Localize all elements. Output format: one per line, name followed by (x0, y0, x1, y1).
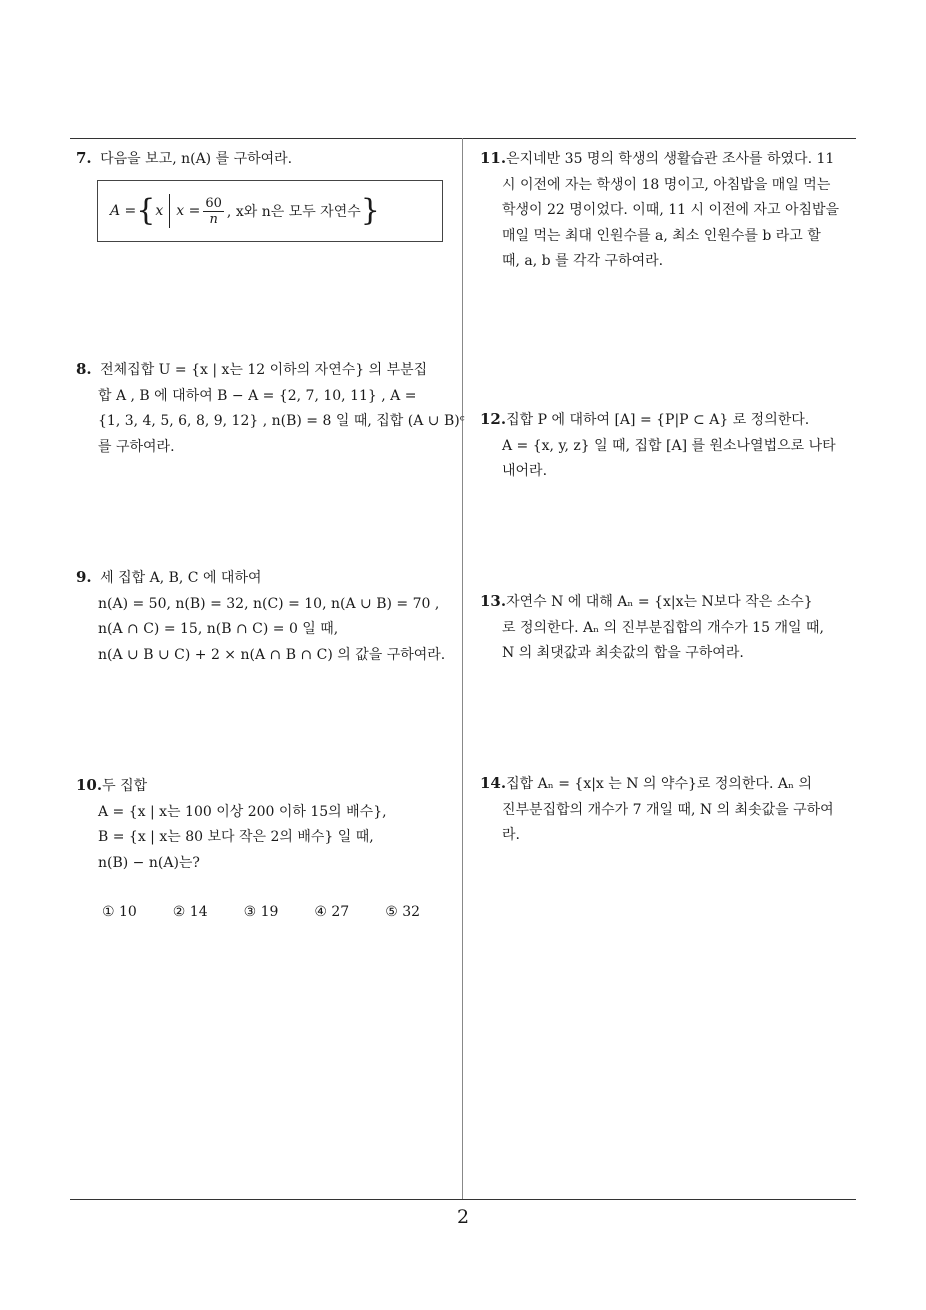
fraction-numerator: 60 (205, 195, 222, 211)
problem-line: A = {x, y, z} 일 때, 집합 [A] 를 원소나열법으로 나타 (502, 437, 836, 454)
problem-line: 를 구하여라. (98, 438, 175, 455)
problem-7 (76, 146, 452, 173)
problem-line: n(B) − n(A)는? (98, 854, 200, 871)
problem-line: 전체집합 U = {x | x는 12 이하의 자연수} 의 부분집 (100, 362, 428, 378)
problem-line: 자연수 N 에 대해 Aₙ = {x|x는 N보다 작은 소수} (506, 594, 813, 610)
problem-line: N 의 최댓값과 최솟값의 합을 구하여라. (502, 645, 744, 661)
problem-line: 로 정의한다. Aₙ 의 진부분집합의 개수가 15 개일 때, (502, 619, 824, 636)
choice-4[interactable]: ④ 27 (314, 904, 350, 920)
problem-line: 세 집합 A, B, C 에 대하여 (100, 570, 262, 586)
problem-line: 합 A , B 에 대하여 B − A = {2, 7, 10, 11} , A = (98, 387, 417, 404)
problem-line: 진부분집합의 개수가 7 개일 때, N 의 최솟값을 구하여 (502, 801, 834, 818)
choice-3[interactable]: ③ 19 (243, 904, 279, 920)
fraction-denominator: n (209, 211, 218, 227)
problem-line: 라. (502, 827, 520, 843)
box-var: x (155, 203, 164, 219)
problem-line: n(A ∪ B ∪ C) + 2 × n(A ∩ B ∩ C) 의 값을 구하여라. (98, 646, 446, 663)
problem-11 (480, 146, 860, 275)
problem-number: 10. (76, 776, 103, 794)
problem-line: n(A) = 50, n(B) = 32, n(C) = 10, n(A ∪ B) = 70 , (98, 595, 440, 612)
problem-number: 8. (76, 360, 92, 378)
problem-number: 14. (480, 774, 507, 792)
box-x-eq: x = (176, 203, 201, 219)
such-that-bar (169, 194, 170, 228)
set-definition-box (97, 180, 443, 242)
problem-10 (76, 773, 456, 926)
problem-line: A = {x | x는 100 이상 200 이하 15의 배수}, (98, 803, 387, 820)
problem-number: 12. (480, 410, 507, 428)
problem-line: 때, a, b 를 각각 구하여라. (502, 253, 664, 269)
problem-13 (480, 589, 860, 667)
problem-line: 시 이전에 자는 학생이 18 명이고, 아침밥을 매일 먹는 (502, 176, 831, 193)
problem-8 (76, 357, 465, 460)
problem-number: 11. (480, 149, 507, 167)
problem-14 (480, 771, 860, 849)
problem-line: {1, 3, 4, 5, 6, 8, 9, 12} , n(B) = 8 일 때, 집합 (A ∪ B)ᶜ (98, 413, 465, 429)
problem-number: 9. (76, 568, 92, 586)
bottom-rule (70, 1199, 856, 1200)
choice-2[interactable]: ② 14 (172, 904, 208, 920)
problem-line: B = {x | x는 80 보다 작은 2의 배수} 일 때, (98, 829, 374, 845)
choice-5[interactable]: ⑤ 32 (385, 904, 421, 920)
problem-line: 두 집합 (102, 778, 148, 794)
top-rule (70, 138, 856, 139)
box-condition: , x와 n은 모두 자연수 (226, 204, 361, 220)
box-lhs: A = (110, 203, 137, 219)
problem-line: 은지네반 35 명의 학생의 생활습관 조사를 하였다. 11 (506, 151, 835, 167)
column-divider (462, 138, 463, 1200)
problem-12 (480, 407, 860, 485)
problem-line: 학생이 22 명이었다. 이때, 11 시 이전에 자고 아침밥을 (502, 202, 840, 218)
choice-1[interactable]: ① 10 (102, 904, 137, 920)
fraction (203, 196, 224, 227)
problem-line: 집합 Aₙ = {x|x 는 N 의 약수}로 정의한다. Aₙ 의 (506, 776, 812, 792)
problem-line: 집합 P 에 대하여 [A] = {P|P ⊂ A} 로 정의한다. (506, 412, 810, 428)
problem-number: 7. (76, 149, 92, 167)
problem-number: 13. (480, 592, 507, 610)
problem-line: 내어라. (502, 463, 548, 479)
left-brace: { (136, 193, 156, 228)
right-brace: } (360, 193, 380, 228)
answer-choices (76, 900, 456, 926)
problem-text: 다음을 보고, n(A) 를 구하여라. (100, 151, 293, 167)
problem-9 (76, 565, 456, 668)
problem-line: 매일 먹는 최대 인원수를 a, 최소 인원수를 b 라고 할 (502, 227, 821, 244)
page-number: 2 (456, 1206, 470, 1228)
problem-line: n(A ∩ C) = 15, n(B ∩ C) = 0 일 때, (98, 621, 339, 637)
